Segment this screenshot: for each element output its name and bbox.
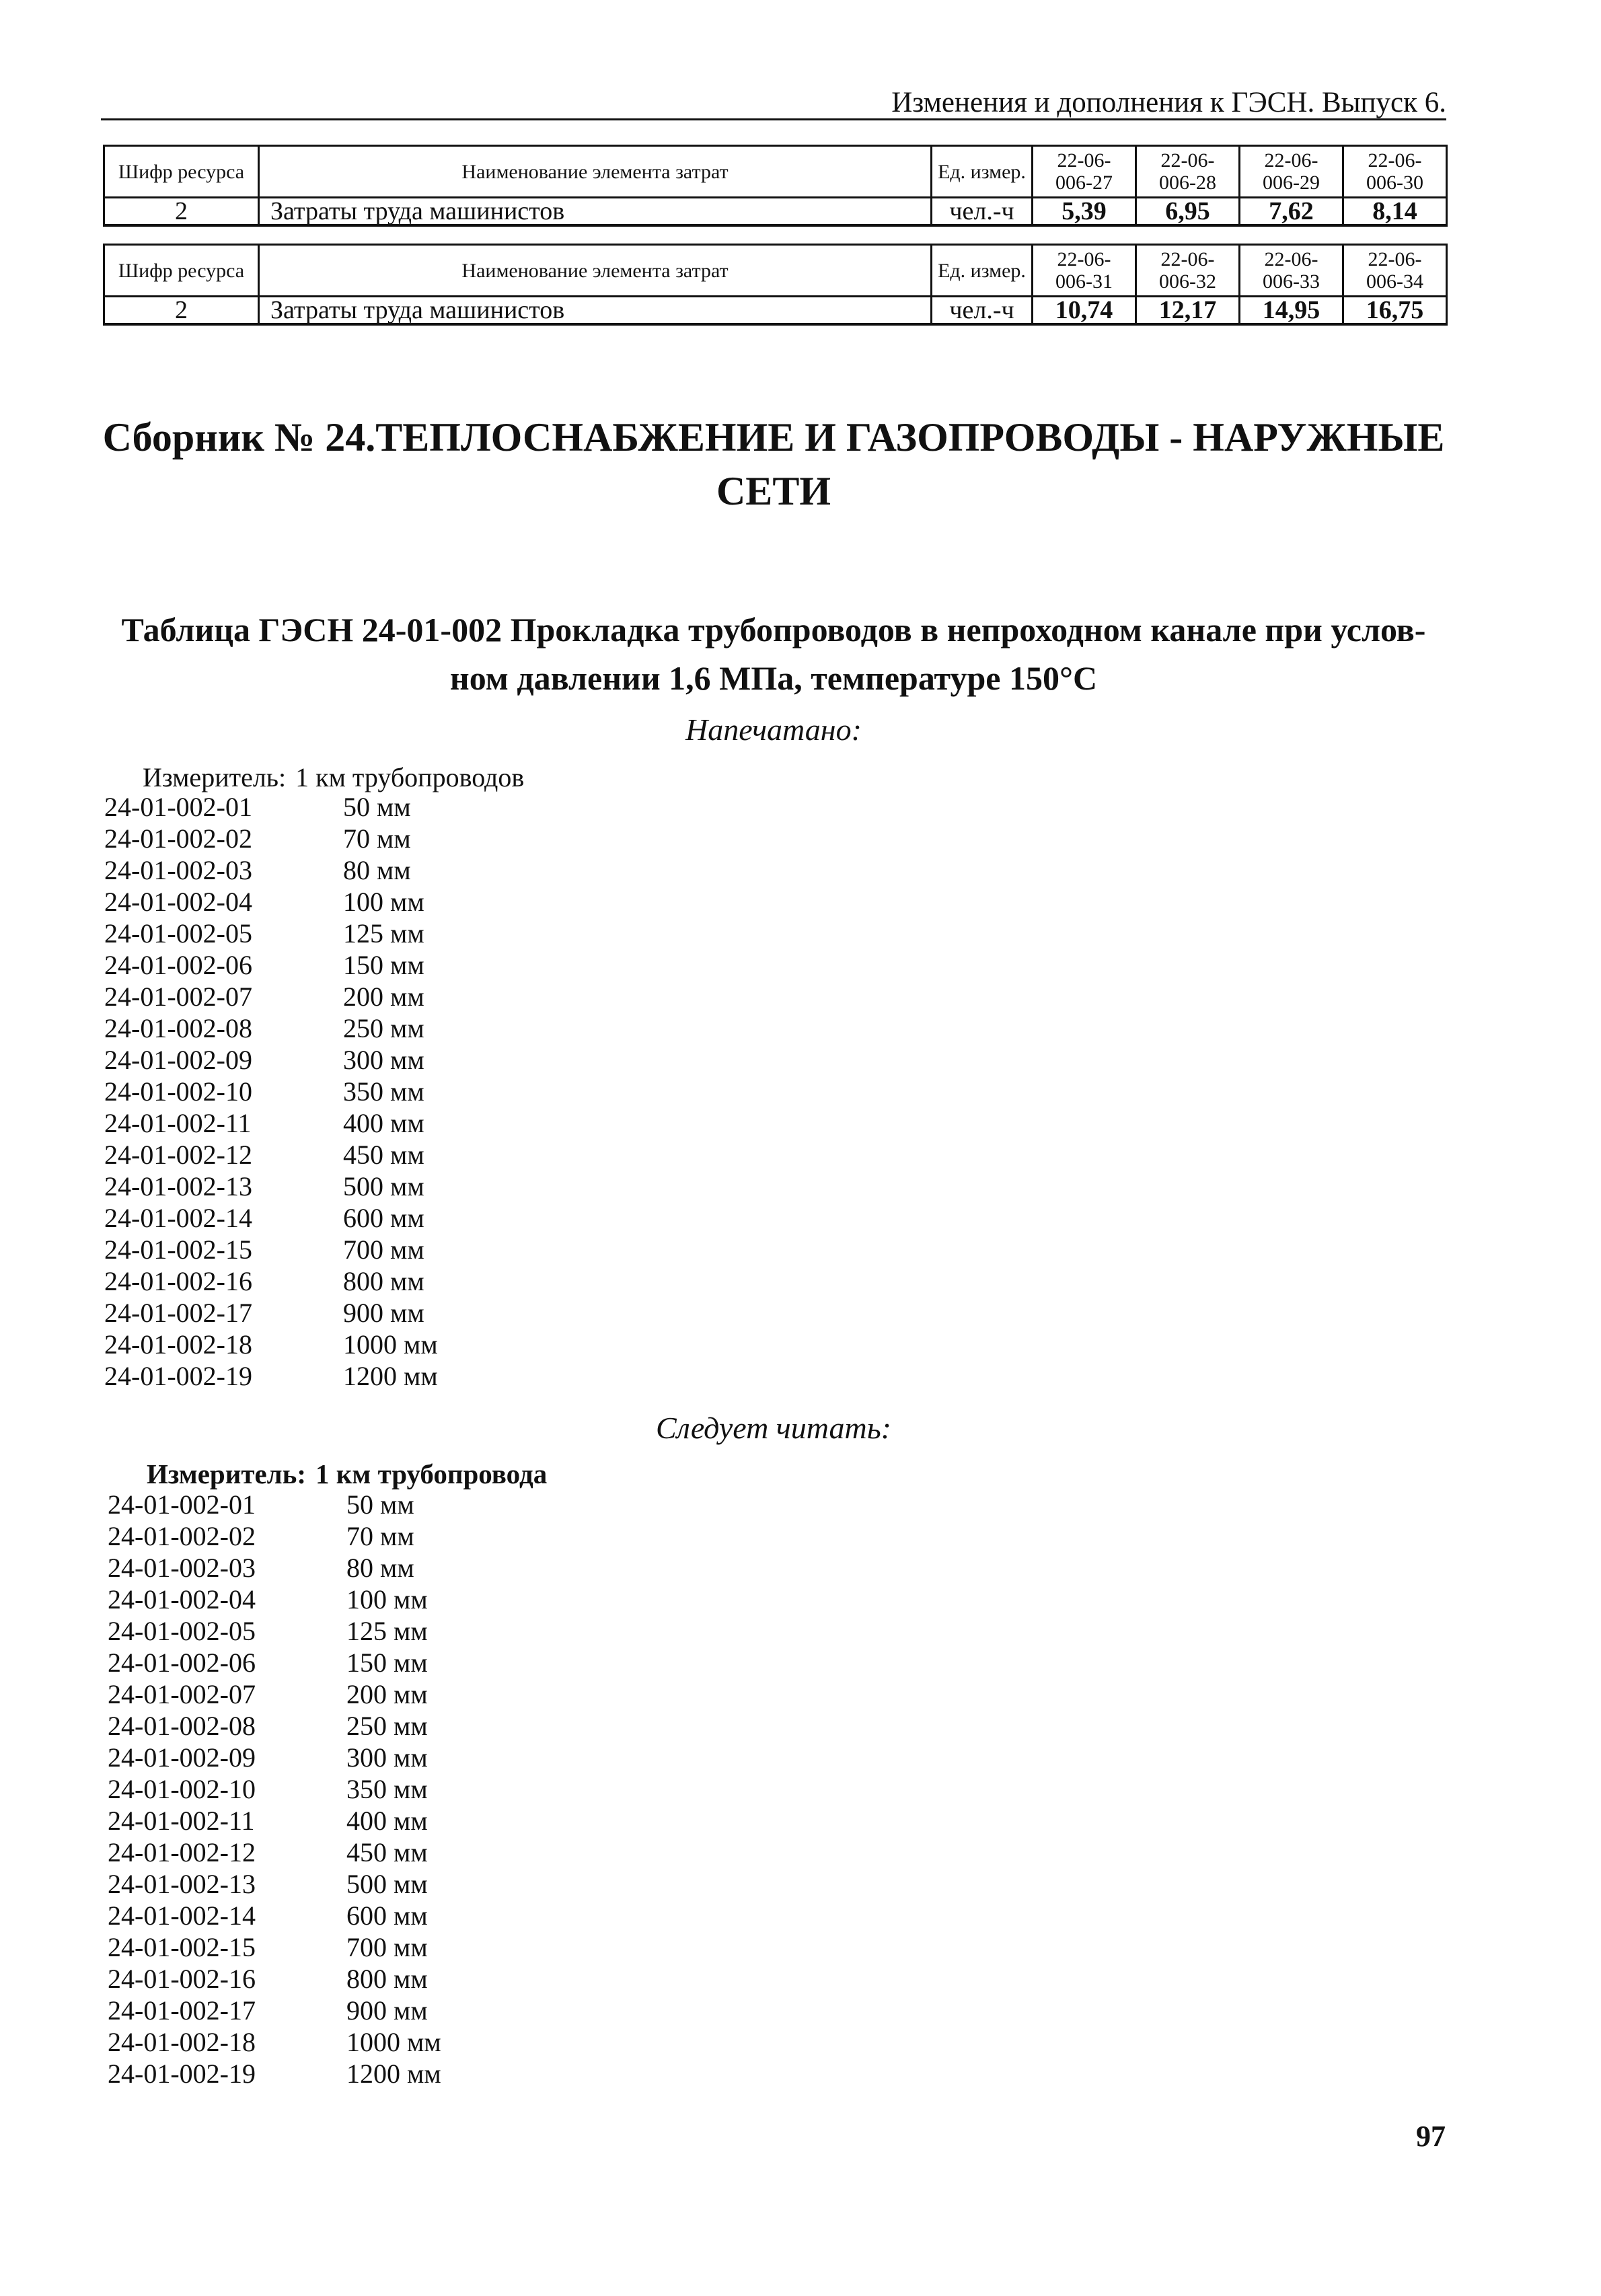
item-size: 250 мм <box>343 1013 424 1043</box>
item-code: 24-01-002-06 <box>108 1647 256 1678</box>
item-size: 100 мм <box>343 887 424 917</box>
item-code: 24-01-002-11 <box>104 1108 252 1138</box>
item-code: 24-01-002-06 <box>104 950 252 980</box>
item-size: 900 мм <box>343 1298 424 1328</box>
unit: чел.-ч <box>932 297 1033 325</box>
item-code: 24-01-002-10 <box>104 1076 252 1107</box>
item-code: 24-01-002-12 <box>104 1140 252 1170</box>
meter-printed: Измеритель: 1 км трубопроводов <box>143 762 525 792</box>
cost-element-name: Затраты труда машинистов <box>259 198 932 226</box>
item-code: 24-01-002-05 <box>104 918 252 949</box>
item-size: 150 мм <box>343 950 424 980</box>
item-size: 125 мм <box>343 918 424 949</box>
item-size: 80 мм <box>343 855 411 885</box>
item-code: 24-01-002-04 <box>108 1584 256 1615</box>
item-size: 500 мм <box>346 1869 428 1899</box>
item-size: 70 мм <box>346 1521 414 1551</box>
item-size: 450 мм <box>346 1837 428 1867</box>
item-code: 24-01-002-16 <box>104 1266 252 1296</box>
item-size: 700 мм <box>346 1932 428 1962</box>
unit: чел.-ч <box>932 198 1033 226</box>
item-size: 150 мм <box>346 1647 428 1678</box>
item-code: 24-01-002-15 <box>108 1932 256 1962</box>
item-code: 24-01-002-01 <box>104 792 252 822</box>
header-rule <box>101 118 1446 120</box>
item-code: 24-01-002-08 <box>104 1013 252 1043</box>
item-code: 24-01-002-04 <box>104 887 252 917</box>
value-cell: 8,14 <box>1343 198 1447 226</box>
resource-code: 2 <box>104 297 259 325</box>
item-code: 24-01-002-17 <box>108 1995 256 2026</box>
column-header-code: 22-06- 006-32 <box>1136 245 1240 297</box>
resource-table-1 <box>103 145 1448 227</box>
item-size: 400 мм <box>346 1806 428 1836</box>
item-size: 900 мм <box>346 1995 428 2026</box>
column-header-code: 22-06- 006-30 <box>1343 146 1447 198</box>
column-header-code: 22-06- 006-27 <box>1033 146 1136 198</box>
item-size: 350 мм <box>346 1774 428 1804</box>
item-code: 24-01-002-18 <box>108 2027 256 2057</box>
item-code: 24-01-002-01 <box>108 1489 256 1520</box>
value-cell: 12,17 <box>1136 297 1240 325</box>
item-code: 24-01-002-07 <box>104 982 252 1012</box>
item-size: 50 мм <box>346 1489 414 1520</box>
item-code: 24-01-002-05 <box>108 1616 256 1646</box>
value-cell: 7,62 <box>1240 198 1343 226</box>
running-header: Изменения и дополнения к ГЭСН. Выпуск 6. <box>891 87 1446 118</box>
item-size: 350 мм <box>343 1076 424 1107</box>
item-code: 24-01-002-13 <box>108 1869 256 1899</box>
column-header-code: 22-06- 006-28 <box>1136 146 1240 198</box>
item-code: 24-01-002-11 <box>108 1806 255 1836</box>
value-cell: 16,75 <box>1343 297 1447 325</box>
item-code: 24-01-002-08 <box>108 1711 256 1741</box>
item-code: 24-01-002-19 <box>104 1361 252 1391</box>
column-header-code: 22-06- 006-33 <box>1240 245 1343 297</box>
table-row <box>104 297 1447 325</box>
item-size: 700 мм <box>343 1234 424 1265</box>
value-cell: 10,74 <box>1033 297 1136 325</box>
column-header: Ед. измер. <box>932 146 1033 198</box>
meter-should-read: Измеритель: 1 км трубопровода <box>147 1458 548 1489</box>
item-size: 300 мм <box>346 1742 428 1773</box>
resource-table-2 <box>103 244 1448 326</box>
item-size: 500 мм <box>343 1171 424 1201</box>
resource-code: 2 <box>104 198 259 226</box>
item-code: 24-01-002-09 <box>104 1045 252 1075</box>
collection-title: Сборник № 24.ТЕПЛОСНАБЖЕНИЕ И ГАЗОПРОВОДЫ - НАРУЖНЫЕ СЕТИ <box>102 415 1445 513</box>
item-code: 24-01-002-12 <box>108 1837 256 1867</box>
item-code: 24-01-002-02 <box>108 1521 256 1551</box>
should-read-label: Следует читать: <box>656 1411 891 1445</box>
table-header-row <box>104 146 1447 198</box>
item-size: 100 мм <box>346 1584 428 1615</box>
column-header: Наименование элемента затрат <box>259 146 932 198</box>
table-row <box>104 198 1447 226</box>
table-header-row <box>104 245 1447 297</box>
item-code: 24-01-002-13 <box>104 1171 252 1201</box>
column-header-code: 22-06- 006-34 <box>1343 245 1447 297</box>
item-size: 70 мм <box>343 823 411 854</box>
table-title: Таблица ГЭСН 24-01-002 Прокладка трубопроводов в непроходном канале при услов- ном давлении 1,6 МПа, температуре 150°С <box>121 611 1426 697</box>
item-size: 1000 мм <box>346 2027 441 2057</box>
column-header: Ед. измер. <box>932 245 1033 297</box>
item-code: 24-01-002-03 <box>104 855 252 885</box>
item-size: 1000 мм <box>343 1329 438 1360</box>
value-cell: 6,95 <box>1136 198 1240 226</box>
item-code: 24-01-002-02 <box>104 823 252 854</box>
item-size: 1200 мм <box>346 2059 441 2089</box>
item-size: 200 мм <box>343 982 424 1012</box>
column-header: Шифр ресурса <box>104 245 259 297</box>
item-code: 24-01-002-14 <box>104 1203 252 1233</box>
item-size: 450 мм <box>343 1140 424 1170</box>
item-size: 50 мм <box>343 792 411 822</box>
item-size: 80 мм <box>346 1553 414 1583</box>
page-number: 97 <box>1416 2120 1446 2153</box>
item-size: 200 мм <box>346 1679 428 1709</box>
item-code: 24-01-002-03 <box>108 1553 256 1583</box>
printed-label: Напечатано: <box>685 712 862 747</box>
column-header-code: 22-06- 006-29 <box>1240 146 1343 198</box>
item-code: 24-01-002-19 <box>108 2059 256 2089</box>
item-size: 300 мм <box>343 1045 424 1075</box>
value-cell: 14,95 <box>1240 297 1343 325</box>
item-size: 125 мм <box>346 1616 428 1646</box>
item-size: 250 мм <box>346 1711 428 1741</box>
item-code: 24-01-002-09 <box>108 1742 256 1773</box>
column-header: Наименование элемента затрат <box>259 245 932 297</box>
cost-element-name: Затраты труда машинистов <box>259 297 932 325</box>
item-size: 1200 мм <box>343 1361 438 1391</box>
item-code: 24-01-002-17 <box>104 1298 252 1328</box>
item-code: 24-01-002-18 <box>104 1329 252 1360</box>
item-size: 600 мм <box>346 1900 428 1931</box>
column-header-code: 22-06- 006-31 <box>1033 245 1136 297</box>
value-cell: 5,39 <box>1033 198 1136 226</box>
item-code: 24-01-002-07 <box>108 1679 256 1709</box>
item-code: 24-01-002-10 <box>108 1774 256 1804</box>
item-size: 800 мм <box>346 1964 428 1994</box>
item-code: 24-01-002-16 <box>108 1964 256 1994</box>
item-code: 24-01-002-14 <box>108 1900 256 1931</box>
item-code: 24-01-002-15 <box>104 1234 252 1265</box>
item-size: 400 мм <box>343 1108 424 1138</box>
item-size: 600 мм <box>343 1203 424 1233</box>
column-header: Шифр ресурса <box>104 146 259 198</box>
item-size: 800 мм <box>343 1266 424 1296</box>
